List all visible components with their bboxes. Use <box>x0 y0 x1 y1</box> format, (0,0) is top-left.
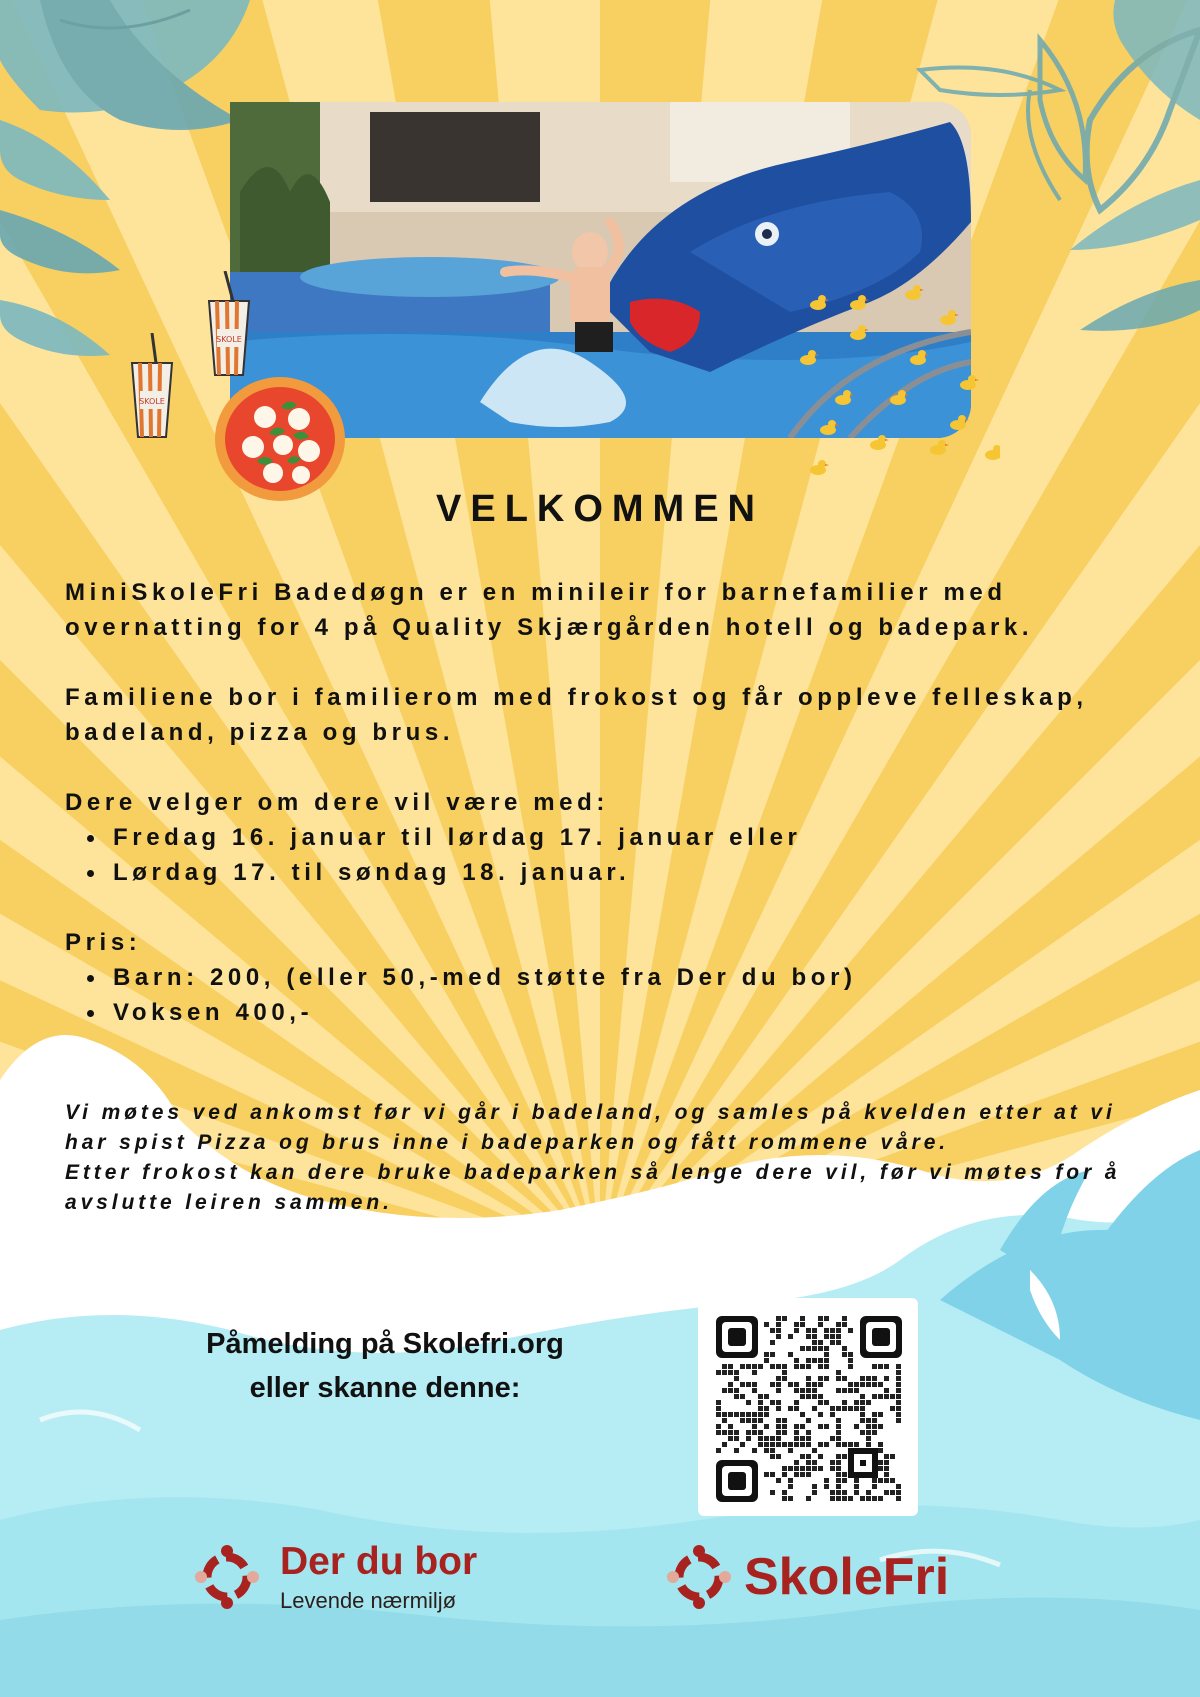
der-du-bor-name: Der du bor <box>280 1540 478 1583</box>
price-heading: Pris: <box>65 929 142 956</box>
list-item: Voksen 400,- <box>65 995 1145 1030</box>
skolefri-logo <box>666 1542 986 1614</box>
pizza-icon <box>213 375 347 503</box>
skolefri-name: SkoleFri <box>744 1548 950 1606</box>
event-details <box>65 575 1145 1030</box>
page-title: VELKOMMEN <box>436 488 764 530</box>
qr-code[interactable] <box>698 1298 918 1516</box>
dates-list <box>65 820 1145 890</box>
der-du-bor-logo <box>194 1540 534 1620</box>
der-du-bor-logo-icon <box>194 1544 260 1610</box>
intro-paragraph: Familiene bor i familierom med frokost og får oppleve felleskap, badeland, pizza og brus. <box>65 684 1088 746</box>
drink-cup-icon <box>203 271 255 376</box>
price-list <box>65 960 1145 1030</box>
svg-text:SKOLE: SKOLE <box>216 335 242 344</box>
signup-line: Påmelding på Skolefri.org <box>206 1328 564 1360</box>
rubber-duck-icon <box>790 265 1000 475</box>
skolefri-logo-icon <box>666 1544 732 1610</box>
meeting-info <box>65 1098 1155 1218</box>
drink-cup-icon <box>126 333 178 438</box>
info-paragraph: Etter frokost kan dere bruke badeparken så lenge dere vil, før vi møtes for å avslutte leiren sammen. <box>65 1161 1121 1214</box>
info-paragraph: Vi møtes ved ankomst før vi går i badeland, og samles på kvelden etter at vi har spist Pizza og brus inne i badeparken og fått rommene våre. <box>65 1101 1116 1154</box>
list-item: Fredag 16. januar til lørdag 17. januar eller <box>65 820 1145 855</box>
svg-text:SKOLE: SKOLE <box>139 397 165 406</box>
signup-text <box>160 1322 610 1410</box>
der-du-bor-tagline: Levende nærmiljø <box>280 1588 457 1613</box>
list-item: Barn: 200, (eller 50,-med støtte fra Der du bor) <box>65 960 1145 995</box>
dates-heading: Dere velger om dere vil være med: <box>65 789 609 816</box>
intro-paragraph: MiniSkoleFri Badedøgn er en minileir for barnefamilier med overnatting for 4 på Quality Skjærgården hotell og badepark. <box>65 579 1034 641</box>
signup-line: eller skanne denne: <box>249 1372 521 1404</box>
list-item: Lørdag 17. til søndag 18. januar. <box>65 855 1145 890</box>
